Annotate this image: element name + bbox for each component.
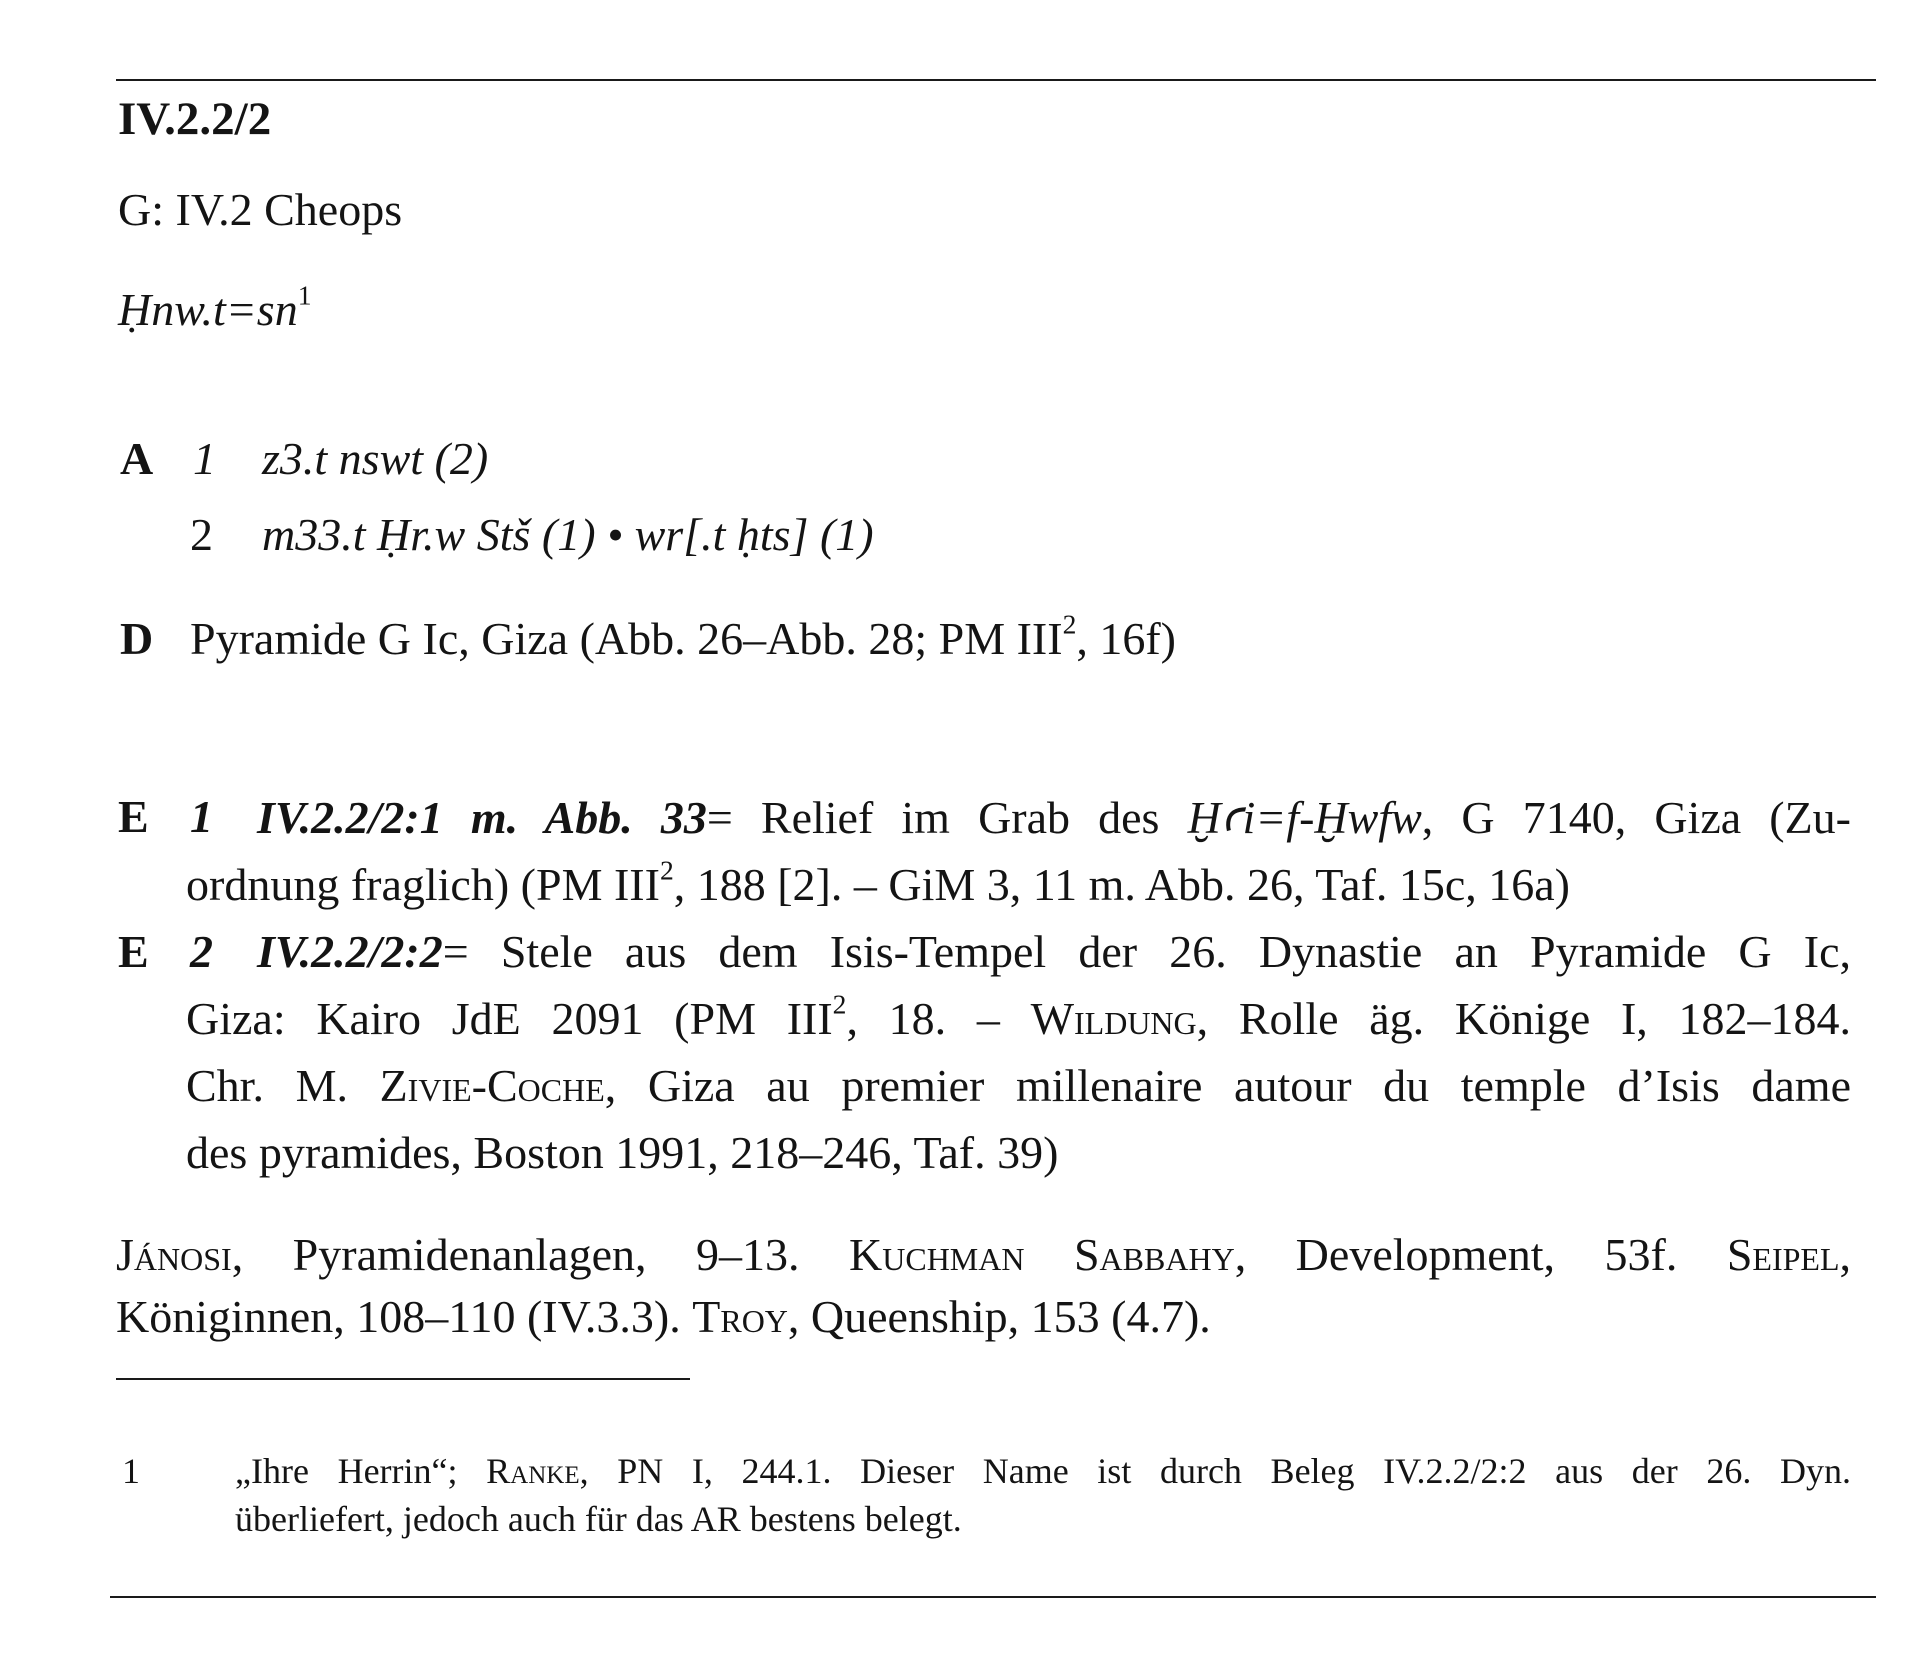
bibliography-line-2 <box>116 1290 1851 1343</box>
author-name: Kuchman Sabbahy <box>849 1229 1235 1280</box>
e1-tomb-owner: Ḫꜥi=f-Ḫwfw <box>1187 792 1422 843</box>
name-transliteration: Ḥnw.t=sn <box>118 284 298 335</box>
footnote-separator <box>116 1378 690 1380</box>
section-e2-line-1 <box>257 925 1851 978</box>
bottom-rule <box>110 1596 1876 1598</box>
e2-citation-e: , Giza au premier millenaire autour du temple d’Isis dame <box>604 1060 1851 1111</box>
section-a-item-text: z3.t nswt (2) <box>262 433 489 484</box>
bibliography-text: Königinnen, 108–110 (IV.3.3). <box>116 1291 693 1342</box>
section-a-item-number: 2 <box>190 509 213 560</box>
section-e1-number: 1 <box>190 791 213 842</box>
author-name: Zivie-Coche <box>379 1060 605 1111</box>
footnote-text: „Ihre Herrin“; <box>235 1451 487 1491</box>
e2-citation-d: Chr. M. <box>186 1060 380 1111</box>
e2-reference: IV.2.2/2:2 <box>257 926 443 977</box>
bibliography-text: , Queenship, 153 (4.7). <box>787 1291 1211 1342</box>
e1-citation-a: ordnung fraglich) (PM III <box>186 859 660 910</box>
section-d-letter: D <box>120 613 154 664</box>
bibliography-line-1 <box>116 1228 1851 1281</box>
e2-description: = Stele aus dem Isis-Tempel der 26. Dynastie an Pyramide G Ic, <box>442 926 1851 977</box>
author-name: Seipel <box>1726 1229 1840 1280</box>
top-rule <box>116 79 1876 81</box>
dynasty-line: G: IV.2 Cheops <box>118 184 403 235</box>
section-e1-letter: E <box>118 791 149 842</box>
name-line <box>118 279 312 336</box>
author-name: Ranke <box>486 1451 580 1491</box>
section-d-text <box>190 608 1176 665</box>
section-e2-line-4: des pyramides, Boston 1991, 218–246, Taf. 39) <box>186 1127 1059 1178</box>
footnote-line-2: überliefert, jedoch auch für das AR bestens belegt. <box>235 1499 962 1539</box>
superscript: 2 <box>1062 608 1077 640</box>
section-e2-number: 2 <box>190 926 213 977</box>
footnote-reference: 1 <box>297 279 312 311</box>
e2-citation-a: Giza: Kairo JdE 2091 (PM III <box>186 993 833 1044</box>
section-e2-line-3 <box>186 1059 1851 1112</box>
section-e2-line-2 <box>186 988 1852 1045</box>
section-a-item-number: 1 <box>193 433 216 484</box>
bibliography-text: , <box>1839 1229 1851 1280</box>
section-e2-letter: E <box>118 926 149 977</box>
e1-citation-b: , 188 [2]. – GiM 3, 11 m. Abb. 26, Taf. 15c, 16a) <box>673 859 1570 910</box>
e1-reference: IV.2.2/2:1 m. Abb. 33 <box>257 792 707 843</box>
section-e1-line-1 <box>257 790 1851 844</box>
bibliography-text: , Pyramidenanlagen, 9–13. <box>231 1229 850 1280</box>
footnote-text: , PN I, 244.1. Dieser Name ist durch Beleg IV.2.2/2:2 aus der 26. Dyn. <box>579 1451 1851 1491</box>
author-name: Wildung <box>1030 993 1197 1044</box>
section-e1-line-2 <box>186 854 1851 911</box>
section-d-pages: , 16f) <box>1076 613 1176 664</box>
e2-citation-b: , 18. – <box>846 993 1031 1044</box>
section-a-item-text: m33.t Ḥr.w Stš (1) • wr[.t ḥts] (1) <box>262 509 874 560</box>
e1-location: , G 7140, Giza (Zu- <box>1421 792 1851 843</box>
author-name: Jánosi <box>116 1229 232 1280</box>
footnote-line-1 <box>235 1450 1851 1492</box>
entry-id: IV.2.2/2 <box>118 93 272 145</box>
superscript: 2 <box>659 854 674 886</box>
section-a-letter: A <box>120 433 154 484</box>
bibliography-text: , Development, 53f. <box>1234 1229 1727 1280</box>
footnote-number: 1 <box>122 1451 140 1491</box>
e2-citation-c: , Rolle äg. Könige I, 182–184. <box>1196 993 1852 1044</box>
superscript: 2 <box>832 988 847 1020</box>
e1-description: = Relief im Grab des <box>706 792 1188 843</box>
section-d-location: Pyramide G Ic, Giza (Abb. 26–Abb. 28; PM III <box>190 613 1063 664</box>
author-name: Troy <box>692 1291 788 1342</box>
